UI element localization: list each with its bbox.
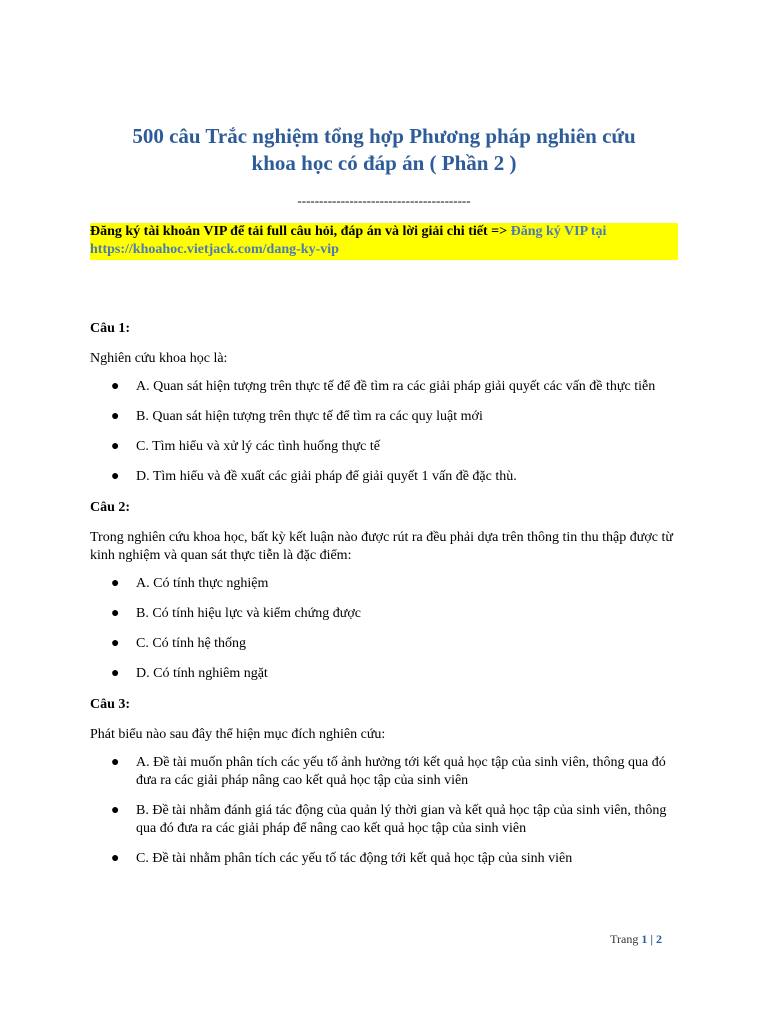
question-block <box>90 499 680 683</box>
answer-item <box>90 754 680 790</box>
title-line-2: khoa học có đáp án ( Phần 2 ) <box>251 151 517 175</box>
bullet-icon: ● <box>111 606 120 621</box>
page-footer <box>540 931 662 947</box>
vip-signup-link[interactable]: Đăng ký VIP tại https://khoahoc.vietjack.com/dang-ky-vip <box>90 224 607 257</box>
title-line-1: 500 câu Trắc nghiệm tổng hợp Phương pháp nghiên cứu <box>132 124 636 148</box>
question-text: Phát biểu nào sau đây thể hiện mục đích nghiên cứu: <box>90 727 386 742</box>
answer-item <box>90 438 680 456</box>
answer-text: B. Có tính hiệu lực và kiểm chứng được <box>136 606 361 621</box>
vip-promo-banner <box>90 223 678 260</box>
page-total: 2 <box>656 932 662 946</box>
bullet-icon: ● <box>111 666 120 681</box>
bullet-icon: ● <box>111 576 120 591</box>
bullet-icon: ● <box>111 439 120 454</box>
answer-text: A. Đề tài muốn phân tích các yếu tố ảnh hưởng tới kết quả học tập của sinh viên, thông qua đó đưa ra các giải pháp nâng cao kết quả học tập của sinh viên <box>136 755 666 788</box>
answer-text: A. Quan sát hiện tượng trên thực tế để đề tìm ra các giải pháp giải quyết các vấn đề thực tiễn <box>136 379 656 394</box>
answer-list <box>90 378 680 486</box>
divider-line: ---------------------------------------- <box>297 193 471 208</box>
answer-list <box>90 754 680 868</box>
answer-item <box>90 408 680 426</box>
answer-text: C. Đề tài nhằm phân tích các yếu tố tác động tới kết quả học tập của sinh viên <box>136 851 573 866</box>
bullet-icon: ● <box>111 379 120 394</box>
footer-prefix: Trang <box>610 932 642 946</box>
answer-text: B. Quan sát hiện tượng trên thực tế để tìm ra các quy luật mới <box>136 409 483 424</box>
document-title <box>90 123 678 177</box>
page-number: 1 <box>641 932 648 946</box>
question-label: Câu 1: <box>90 321 131 336</box>
answer-item <box>90 802 680 838</box>
question-text: Nghiên cứu khoa học là: <box>90 351 228 366</box>
answer-text: D. Tìm hiểu và đề xuất các giải pháp để giải quyết 1 vấn đề đặc thù. <box>136 469 517 484</box>
answer-item <box>90 575 680 593</box>
bullet-icon: ● <box>111 636 120 651</box>
answer-item <box>90 605 680 623</box>
answer-item <box>90 850 680 868</box>
answer-item <box>90 635 680 653</box>
bullet-icon: ● <box>111 409 120 424</box>
question-label: Câu 2: <box>90 500 131 515</box>
answer-item <box>90 468 680 486</box>
answer-text: D. Có tính nghiêm ngặt <box>136 666 268 681</box>
answer-text: A. Có tính thực nghiệm <box>136 576 269 591</box>
answer-item <box>90 665 680 683</box>
question-block <box>90 320 680 486</box>
question-label: Câu 3: <box>90 697 131 712</box>
bullet-icon: ● <box>111 851 120 866</box>
answer-text: B. Đề tài nhằm đánh giá tác động của quản lý thời gian và kết quả học tập của sinh viên, thông qua đó đưa ra các giải pháp để nâng cao kết quả học tập của sinh viên <box>136 803 667 836</box>
bullet-icon: ● <box>111 469 120 484</box>
question-list <box>90 320 680 881</box>
bullet-icon: ● <box>111 755 120 770</box>
question-text: Trong nghiên cứu khoa học, bất kỳ kết luận nào được rút ra đều phải dựa trên thông tin thu thập được từ kinh nghiệm và quan sát thực tiễn là đặc điểm: <box>90 530 673 563</box>
answer-text: C. Tìm hiểu và xử lý các tình huống thực tế <box>136 439 380 454</box>
page-separator: | <box>647 932 656 946</box>
answer-list <box>90 575 680 683</box>
answer-item <box>90 378 680 396</box>
answer-text: C. Có tính hệ thống <box>136 636 247 651</box>
question-block <box>90 696 680 868</box>
promo-text: Đăng ký tài khoản VIP để tải full câu hỏi, đáp án và lời giải chi tiết => <box>90 224 511 239</box>
bullet-icon: ● <box>111 803 120 818</box>
